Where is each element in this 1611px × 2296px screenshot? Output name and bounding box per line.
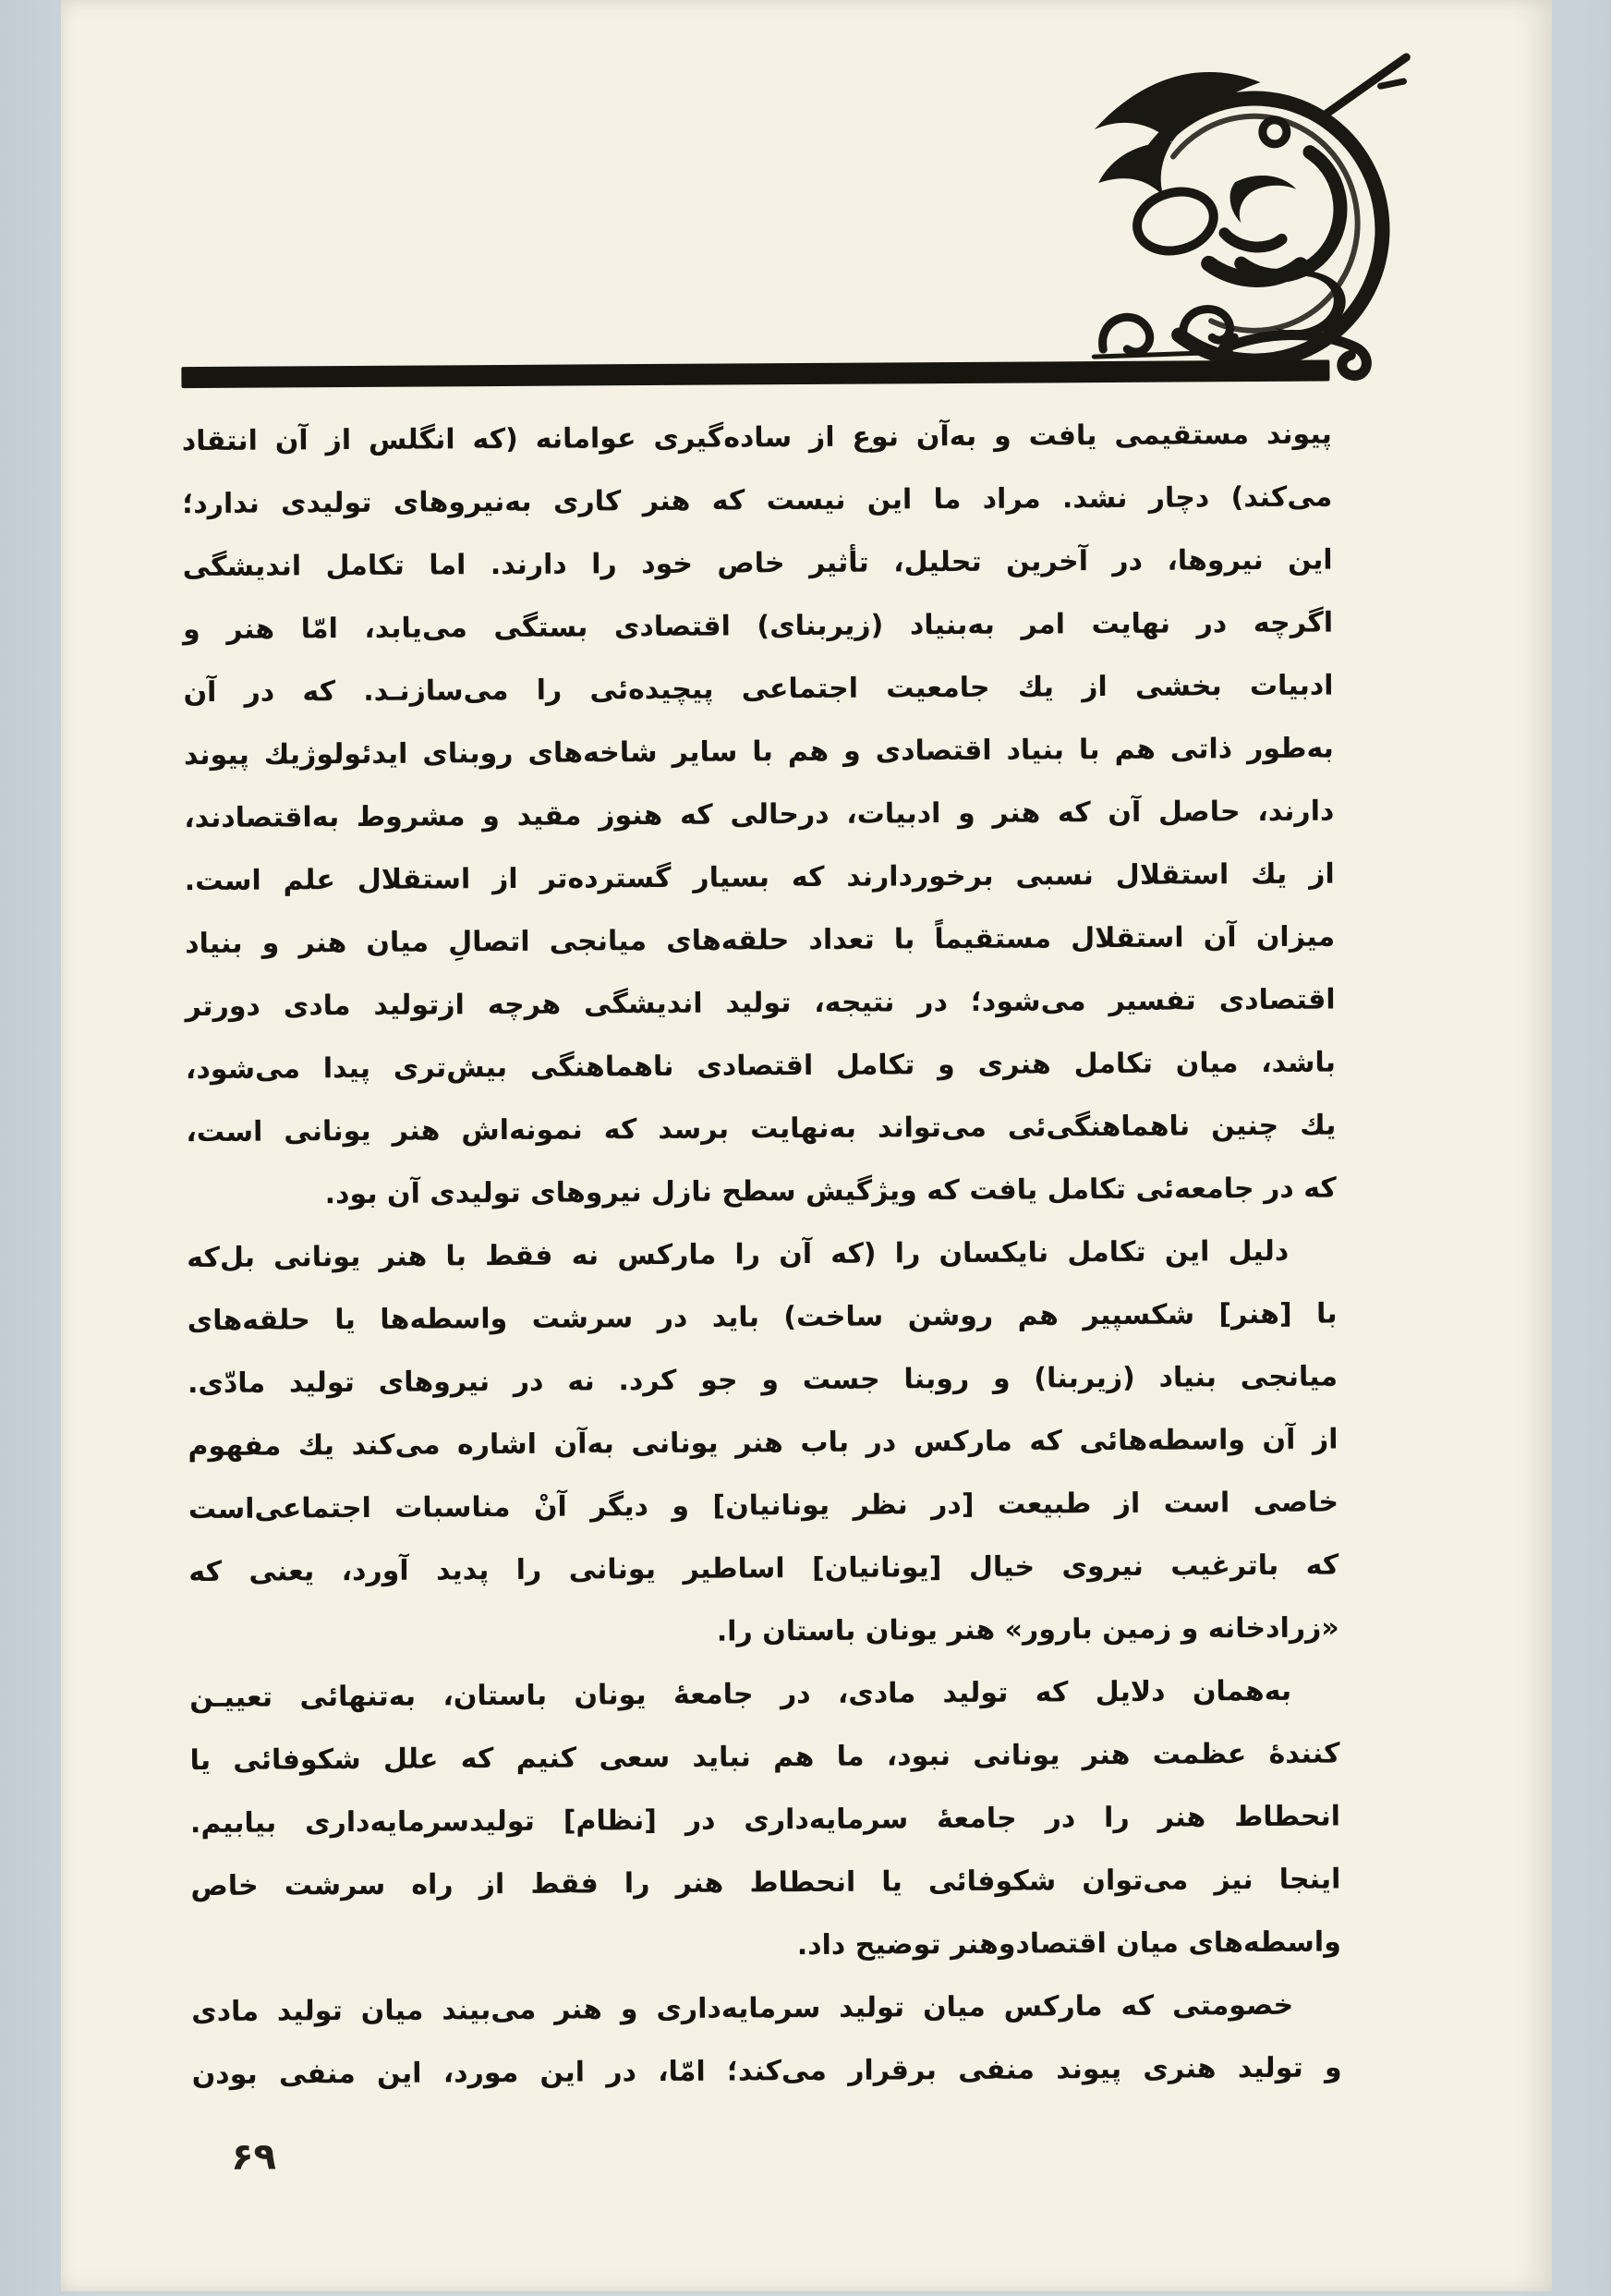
text-line: کنندهٔ عظمت هنر یونانی نبود، ما هم نباید سعی کنیم که علل شکوفائی یا [189,1737,1340,1778]
text-line: پیوند مستقیمی یافت و به‌آن نوع از ساده‌گیری عوامانه (که انگلس از آن انتقاد [181,418,1332,458]
text-line: «زرادخانه و زمین بارور» هنر یونان باستان را. [716,1611,1339,1648]
text-line: از آن واسطه‌هائی که مارکس در باب هنر یونانی به‌آن اشاره می‌کند یك مفهوم [188,1423,1338,1464]
text-line: و تولید هنری پیوند منفی برقرار می‌کند؛ امّا، در این مورد، این منفی بودن [191,2051,1342,2092]
text-line: با [هنر] شکسپیر هم روشن ساخت) باید در سرشت واسطه‌ها یا حلقه‌های [187,1297,1338,1338]
text-line: به‌طور ذاتی هم با بنیاد اقتصادی و هم با سایر شاخه‌های روبنای ایدئولوژیك پیوند [183,732,1335,772]
page-number: ۶۹ [231,2135,277,2179]
text-line: میانجی بنیاد (زیربنا) و روبنا جست و جو کرد. نه در نیروهای تولید مادّی. [187,1360,1338,1401]
text-line: که باترغیب نیروی خیال [یونانیان] اساطیر یونانی را پدید آورد، یعنی که [188,1549,1339,1589]
text-line: اینجا نیز می‌توان شکوفائی یا انحطاط هنر را فقط از راه سرشت خاص [190,1863,1341,1903]
text-line: خاصی است از طبیعت [در نظر یونانیان] و دیگر آنْ مناسبات اجتماعی‌است [188,1486,1338,1526]
text-line: دارند، حاصل آن که هنر و ادبیات، درحالی که هنوز مقید و مشروط به‌اقتصادند، [184,795,1335,835]
text-line: می‌کند) دچار نشد. مراد ما این نیست که هنر کاری به‌نیروهای تولیدی ندارد؛ [182,480,1333,521]
text-line: یك چنین ناهماهنگی‌ئی می‌تواند به‌نهایت برسد که نمونه‌اش هنر یونانی است، [186,1109,1337,1149]
text-line: این نیروها، در آخرین تحلیل، تأثیر خاص خود را دارند. اما تکامل اندیشگی [182,543,1333,584]
text-line: به‌همان دلایل که تولید مادی، در جامعهٔ یونان باستان، به‌تنهائی تعییـن [189,1674,1292,1715]
text-line: میزان آن استقلال مستقیماً با تعداد حلقه‌های میانجی اتصالِ میان هنر و بنیاد [185,920,1336,961]
text-line: باشد، میان تکامل هنری و تکامل اقتصادی ناهماهنگی بیش‌تری پیدا می‌شود، [185,1046,1337,1087]
text-line: اقتصادی تفسیر می‌شود؛ در نتیجه، تولید اندیشگی هرچه ازتولید مادی دورتر [185,983,1336,1024]
text-line: خصومتی که مارکس میان تولید سرمایه‌داری و هنر می‌بیند میان تولید مادی [191,1988,1294,2029]
text-line: ادبیات بخشی از یك جامعیت اجتماعی پیچیده‌ئی را می‌سازنـد. که در آن [183,669,1334,710]
floral-scroll-tailpiece-icon [1084,43,1414,409]
body-text [182,404,1342,2108]
text-line: از یك استقلال نسبی برخوردارند که بسیار گسترده‌تر از استقلال علم است. [184,857,1335,898]
text-line: اگرچه در نهایت امر به‌بنیاد (زیربنای) اقتصادی بستگی می‌یابد، امّا هنر و [182,606,1334,647]
text-line: دلیل این تکامل نایکسان را (که آن را مارکس نه فقط با هنر یونانی بل‌که [187,1234,1290,1275]
text-line: انحطاط هنر را در جامعهٔ سرمایه‌داری در [نظام] تولیدسرمایه‌داری بیابیم. [189,1800,1341,1840]
text-line: که در جامعه‌ئی تکامل یافت که ویژگیش سطح نازل نیروهای تولیدی آن بود. [324,1172,1337,1211]
text-line: واسطه‌های میان اقتصادوهنر توضیح داد. [796,1925,1341,1962]
